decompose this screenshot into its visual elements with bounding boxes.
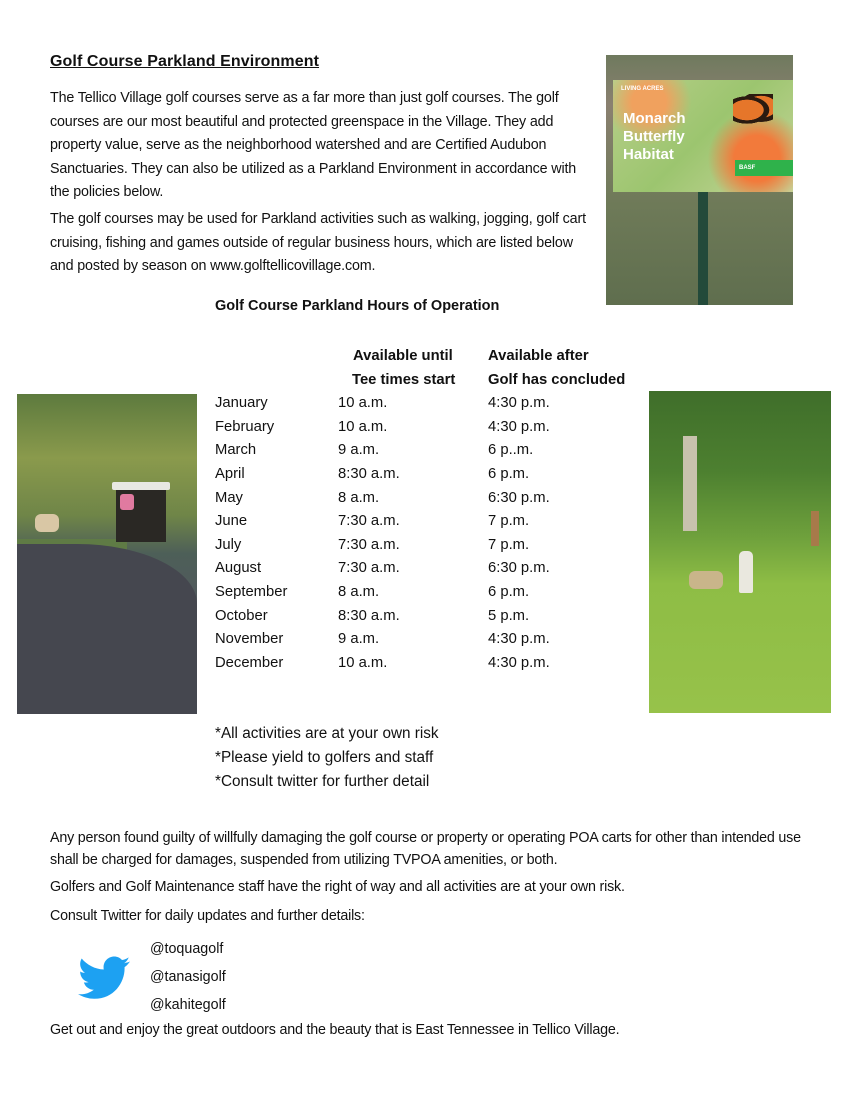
twitter-handle-link[interactable]: @tanasigolf <box>150 969 226 985</box>
month-cell: June <box>215 513 248 530</box>
after-cell: 5 p.m. <box>488 607 530 624</box>
header-cell: Golf has concluded <box>488 371 626 388</box>
until-cell: 8 a.m. <box>338 489 380 506</box>
month-cell: May <box>215 489 243 506</box>
month-cell: November <box>215 631 284 648</box>
hours-section-title: Golf Course Parkland Hours of Operation <box>215 298 500 314</box>
until-cell: 9 a.m. <box>338 442 380 459</box>
cart-roof <box>112 482 170 490</box>
month-cell: March <box>215 442 257 459</box>
golf-cart-photo <box>17 394 197 714</box>
until-cell: 7:30 a.m. <box>338 560 400 577</box>
sign-brand: BASF <box>735 160 793 176</box>
header-cell: Available after <box>488 348 589 364</box>
cart-driver <box>120 494 134 510</box>
dog <box>35 514 59 532</box>
monarch-sign <box>613 80 793 192</box>
closing-paragraph: Get out and enjoy the great outdoors and the beauty that is East Tennessee in Tellico Village. <box>50 1022 620 1038</box>
butterfly-icon <box>733 94 773 126</box>
until-cell: 8:30 a.m. <box>338 607 400 624</box>
until-cell: 10 a.m. <box>338 395 388 412</box>
after-cell: 4:30 p.m. <box>488 631 550 648</box>
walker <box>739 551 753 593</box>
policy-paragraph-right-of-way: Golfers and Golf Maintenance staff have the right of way and all activities are at your own risk. <box>50 879 625 895</box>
until-cell: 7:30 a.m. <box>338 536 400 553</box>
note-item: *Please yield to golfers and staff <box>215 749 434 766</box>
sign-small-label: LIVING ACRES <box>621 86 664 92</box>
intro-paragraph-1: The Tellico Village golf courses serve as a far more than just golf courses. The golf courses are our most beautiful and protected greenspace in the Village. They add property value, serve as the neighborhood watershed and are Certified Audubon Sanctuaries. They can also be utilized as a Parkland Environment in accordance with the policies below. <box>50 90 577 200</box>
until-cell: 7:30 a.m. <box>338 513 400 530</box>
sign-post <box>698 192 708 305</box>
after-cell: 6 p.m. <box>488 583 530 600</box>
note-item: *All activities are at your own risk <box>215 725 439 742</box>
notes-list <box>215 722 439 794</box>
month-cell: January <box>215 395 268 412</box>
until-cell: 10 a.m. <box>338 418 388 435</box>
after-cell: 6 p.m. <box>488 465 530 482</box>
sign-text: Monarch Butterfly Habitat <box>623 110 686 163</box>
after-cell: 4:30 p.m. <box>488 654 550 671</box>
after-cell: 4:30 p.m. <box>488 395 550 412</box>
month-cell: December <box>215 654 284 671</box>
month-cell: October <box>215 607 268 624</box>
policy-paragraph-damage: Any person found guilty of willfully damaging the golf course or property or operating POA carts for other than intended use shall be charged for damages, suspended from utilizing TVPOA amenities, or both. <box>50 830 801 868</box>
page-title: Golf Course Parkland Environment <box>50 53 320 70</box>
until-cell: 9 a.m. <box>338 631 380 648</box>
after-cell: 4:30 p.m. <box>488 418 550 435</box>
intro-paragraph-2: The golf courses may be used for Parkland activities such as walking, jogging, golf cart cruising, fishing and games outside of regular business hours, which are listed below and posted by season on www.golftellicovillage.com. <box>50 211 586 274</box>
month-cell: April <box>215 465 245 482</box>
policy-paragraph-twitter: Consult Twitter for daily updates and further details: <box>50 908 365 924</box>
twitter-handles <box>150 935 226 1019</box>
twitter-handle-link[interactable]: @kahitegolf <box>150 997 226 1013</box>
golf-cart <box>112 482 170 552</box>
month-cell: July <box>215 536 242 553</box>
tree-trunk <box>683 436 697 531</box>
dog <box>689 571 723 589</box>
tree-trunk <box>811 511 819 546</box>
month-cell: August <box>215 560 262 577</box>
after-cell: 7 p.m. <box>488 513 530 530</box>
after-cell: 6:30 p.m. <box>488 560 550 577</box>
after-cell: 6:30 p.m. <box>488 489 550 506</box>
header-cell: Available until <box>353 348 453 364</box>
note-item: *Consult twitter for further detail <box>215 773 430 790</box>
twitter-bird-icon <box>78 955 130 1001</box>
month-cell: February <box>215 418 275 435</box>
until-cell: 8 a.m. <box>338 583 380 600</box>
after-cell: 6 p..m. <box>488 442 534 459</box>
month-cell: September <box>215 583 288 600</box>
twitter-handle-link[interactable]: @toquagolf <box>150 941 224 957</box>
monarch-sign-photo <box>606 55 793 305</box>
until-cell: 8:30 a.m. <box>338 465 400 482</box>
after-cell: 7 p.m. <box>488 536 530 553</box>
until-cell: 10 a.m. <box>338 654 388 671</box>
header-cell: Tee times start <box>352 371 456 388</box>
walker-photo <box>649 391 831 713</box>
cart-path <box>17 544 197 714</box>
